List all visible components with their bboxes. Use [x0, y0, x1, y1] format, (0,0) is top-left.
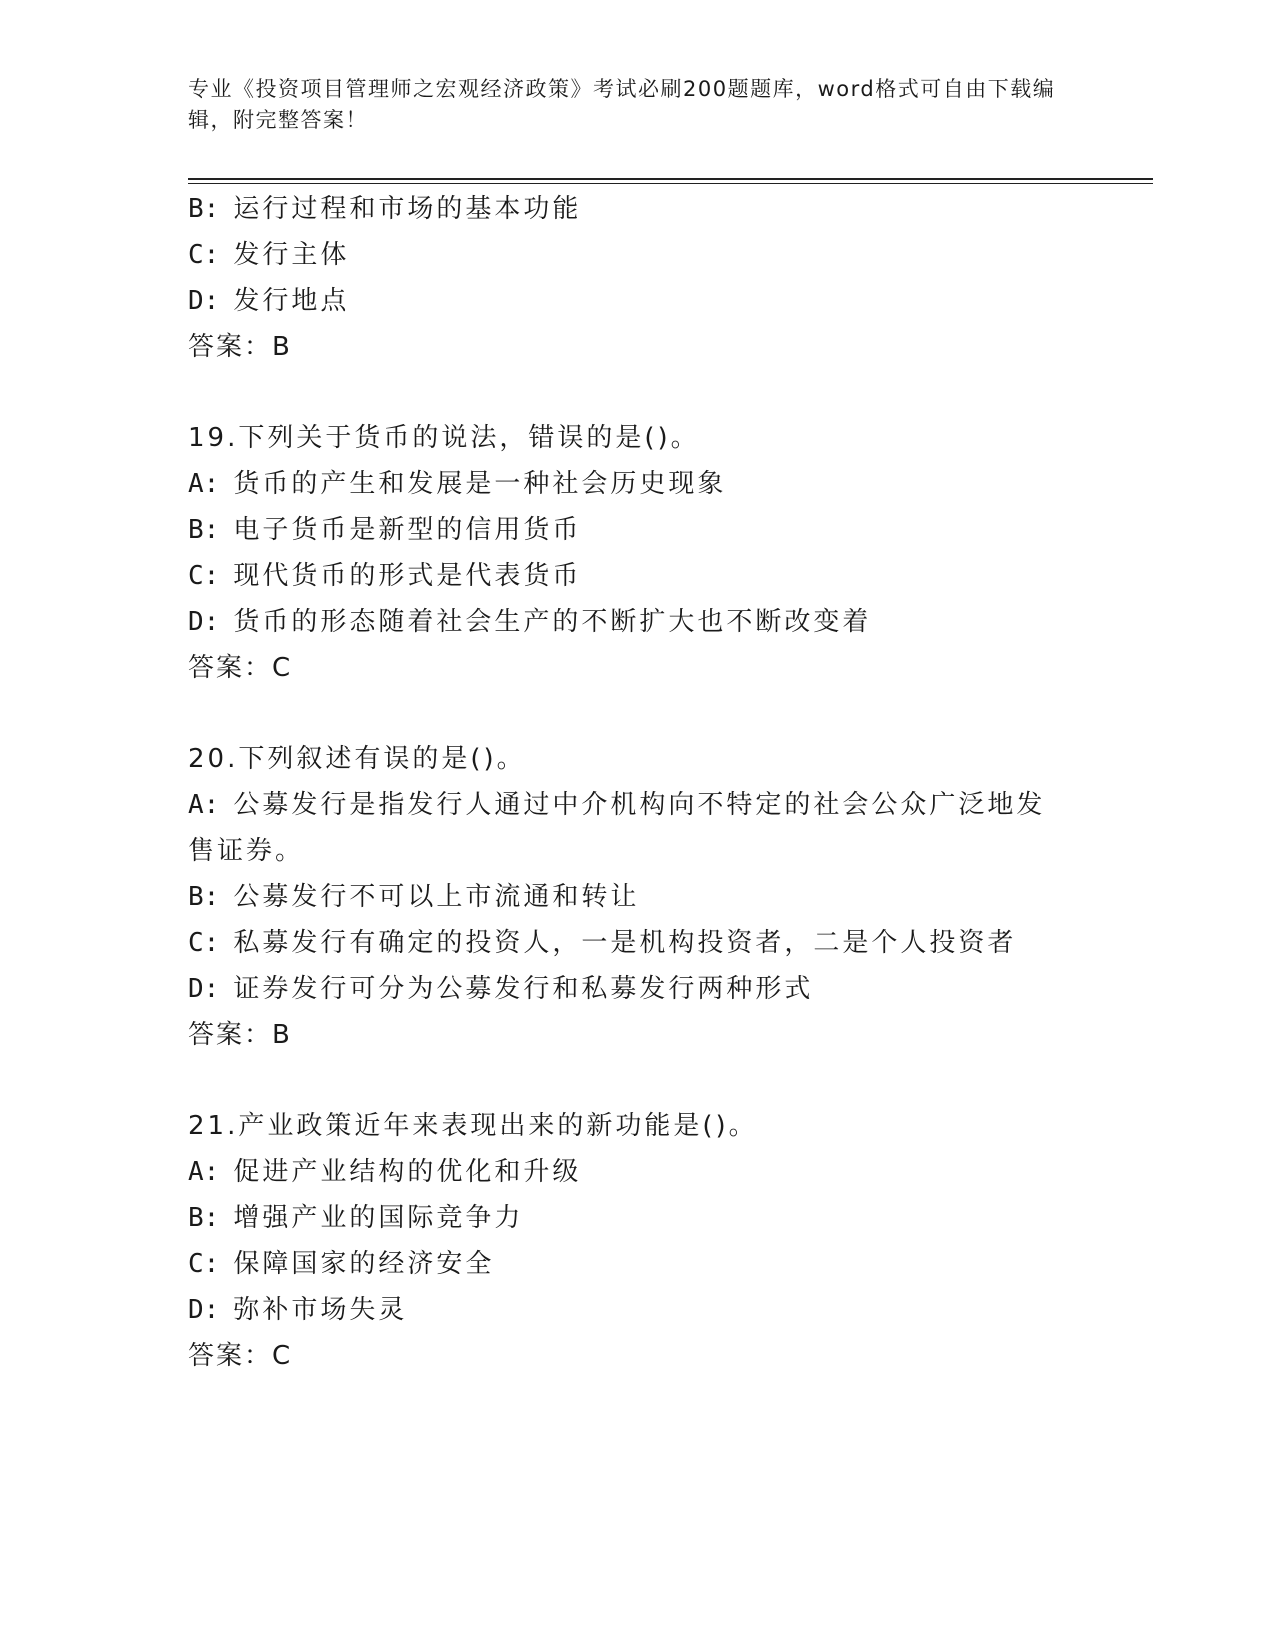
option-text: 发行地点	[233, 286, 350, 316]
option-text: 保障国家的经济安全	[233, 1249, 495, 1279]
option-label: D:	[188, 286, 220, 316]
option-d	[188, 1287, 1088, 1333]
option-label: A:	[188, 469, 220, 499]
option-label: A:	[188, 790, 220, 820]
option-label: B:	[188, 194, 220, 224]
option-text: 增强产业的国际竞争力	[233, 1203, 524, 1233]
option-text: 公募发行是指发行人通过中介机构向不特定的社会公众广泛地发售证券。	[188, 790, 1046, 866]
answer: 答案：C	[188, 653, 293, 683]
question-stem: 19.下列关于货币的说法，错误的是()。	[188, 423, 700, 453]
option-b	[188, 186, 1088, 232]
option-label: D:	[188, 974, 220, 1004]
option-label: C:	[188, 240, 220, 270]
option-a	[188, 782, 1048, 874]
option-label: B:	[188, 515, 220, 545]
option-label: B:	[188, 1203, 220, 1233]
answer: 答案：C	[188, 1341, 293, 1371]
option-label: A:	[188, 1157, 220, 1187]
option-b	[188, 507, 1088, 553]
option-label: B:	[188, 882, 220, 912]
question-stem: 21.产业政策近年来表现出来的新功能是()。	[188, 1111, 758, 1141]
option-c	[188, 232, 1088, 278]
option-text: 促进产业结构的优化和升级	[233, 1157, 582, 1187]
header-rule-thin	[188, 183, 1153, 184]
option-label: D:	[188, 1295, 220, 1325]
answer: 答案：B	[188, 1020, 292, 1050]
option-label: C:	[188, 928, 220, 958]
option-text: 证券发行可分为公募发行和私募发行两种形式	[233, 974, 814, 1004]
option-d	[188, 966, 1088, 1012]
question-content	[188, 186, 1088, 1379]
option-c	[188, 553, 1088, 599]
option-b	[188, 1195, 1088, 1241]
option-label: C:	[188, 1249, 220, 1279]
option-text: 货币的产生和发展是一种社会历史现象	[233, 469, 727, 499]
option-d	[188, 278, 1088, 324]
option-c	[188, 920, 1088, 966]
option-text: 发行主体	[233, 240, 350, 270]
option-text: 弥补市场失灵	[233, 1295, 408, 1325]
option-text: 私募发行有确定的投资人，一是机构投资者，二是个人投资者	[233, 928, 1017, 958]
option-a	[188, 461, 1088, 507]
option-c	[188, 1241, 1088, 1287]
option-text: 货币的形态随着社会生产的不断扩大也不断改变着	[233, 607, 872, 637]
document-header: 专业《投资项目管理师之宏观经济政策》考试必刷200题题库，word格式可自由下载编辑，附完整答案！	[188, 77, 1056, 132]
option-d	[188, 599, 1088, 645]
option-text: 现代货币的形式是代表货币	[233, 561, 582, 591]
option-label: C:	[188, 561, 220, 591]
option-text: 电子货币是新型的信用货币	[233, 515, 582, 545]
option-a	[188, 1149, 1088, 1195]
option-b	[188, 874, 1088, 920]
option-text: 运行过程和市场的基本功能	[233, 194, 582, 224]
option-label: D:	[188, 607, 220, 637]
header-rule-thick	[188, 178, 1153, 180]
answer: 答案：B	[188, 332, 292, 362]
question-stem: 20.下列叙述有误的是()。	[188, 744, 526, 774]
option-text: 公募发行不可以上市流通和转让	[233, 882, 640, 912]
